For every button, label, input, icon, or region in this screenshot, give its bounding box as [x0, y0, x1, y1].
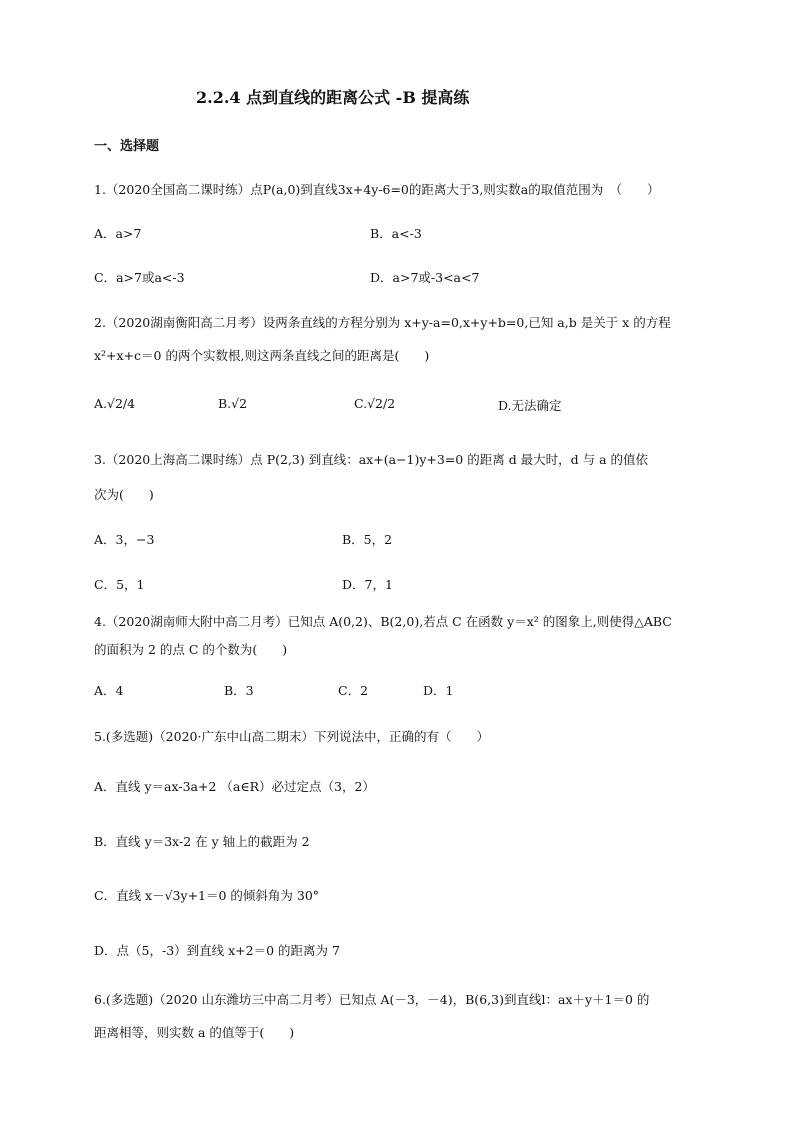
question-1-option-a: A．a>7 — [94, 226, 142, 241]
question-2-option-c: C.√2/2 — [354, 396, 396, 411]
question-5-option-d: D．点（5，-3）到直线 x+2＝0 的距离为 7 — [94, 943, 340, 958]
question-3-option-a: A．3，−3 — [94, 532, 155, 547]
question-4-option-d: D．1 — [423, 683, 454, 698]
question-3-option-c: C．5，1 — [94, 577, 145, 592]
question-2-option-a: A.√2/4 — [94, 396, 136, 411]
question-5-option-c: C．直线 x－√3y+1＝0 的倾斜角为 30° — [94, 888, 320, 903]
question-5-stem: 5.(多选题)（2020·广东中山高二期末）下列说法中，正确的有（ ） — [94, 729, 489, 744]
question-5-option-a: A．直线 y＝ax-3a+2 （a∈R）必过定点（3，2） — [94, 779, 375, 794]
question-4-stem-line1: 4.（2020湖南师大附中高二月考）已知点 A(0,2)、B(2,0),若点 C 在函数 y＝x² 的图象上,则使得△ABC — [94, 614, 672, 629]
question-6-stem-line2: 距离相等，则实数 a 的值等于( ) — [94, 1025, 295, 1040]
question-1-option-b: B．a<-3 — [370, 226, 422, 241]
document-title: 2.2.4 点到直线的距离公式 -B 提高练 — [196, 88, 470, 107]
question-2-option-b: B.√2 — [218, 396, 248, 411]
question-6-stem-line1: 6.(多选题)（2020 山东潍坊三中高二月考）已知点 A(－3，－4)，B(6,3)到直线l：ax＋y＋1＝0 的 — [94, 992, 650, 1007]
question-2-stem-line2: x²+x+c＝0 的两个实数根,则这两条直线之间的距离是( ) — [94, 348, 430, 363]
question-2-option-d: D.无法确定 — [498, 398, 562, 413]
question-3-option-d: D．7，1 — [342, 577, 393, 592]
question-4-stem-line2: 的面积为 2 的点 C 的个数为( ) — [94, 642, 288, 657]
section-heading: 一、选择题 — [94, 139, 160, 154]
question-1-option-d: D．a>7或-3<a<7 — [370, 270, 480, 285]
question-2-stem-line1: 2.（2020湖南衡阳高二月考）设两条直线的方程分别为 x+y-a=0,x+y+b=0,已知 a,b 是关于 x 的方程 — [94, 315, 671, 330]
question-3-option-b: B．5，2 — [342, 532, 393, 547]
question-4-option-c: C．2 — [338, 683, 369, 698]
question-3-stem-line1: 3.（2020上海高二课时练）点 P(2,3) 到直线：ax+(a−1)y+3=0 的距离 d 最大时，d 与 a 的值依 — [94, 452, 649, 467]
question-4-option-b: B．3 — [224, 683, 254, 698]
question-1-option-c: C．a>7或a<-3 — [94, 270, 185, 285]
question-3-stem-line2: 次为( ) — [94, 487, 154, 502]
question-1-stem: 1.（2020全国高二课时练）点P(a,0)到直线3x+4y-6=0的距离大于3,则实数a的取值范围为 （ ） — [94, 182, 660, 197]
question-4-option-a: A．4 — [94, 683, 124, 698]
question-5-option-b: B．直线 y＝3x-2 在 y 轴上的截距为 2 — [94, 834, 310, 849]
